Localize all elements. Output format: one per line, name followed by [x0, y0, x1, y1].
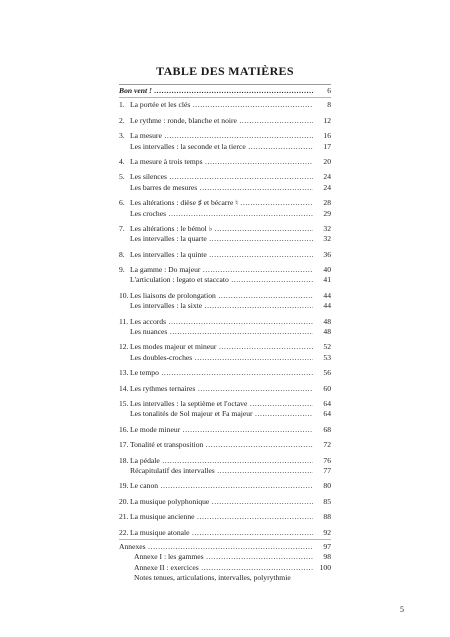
toc-entry-row[interactable] [119, 342, 331, 352]
toc-label: Les intervalles : la quarte ..... [130, 234, 313, 244]
toc-page: 28 [323, 198, 331, 208]
toc-entry-row[interactable] [119, 399, 331, 409]
toc-page: 53 [323, 352, 331, 362]
toc-entry-row[interactable] [119, 528, 331, 538]
divider [119, 539, 331, 540]
toc-entry-row[interactable] [119, 440, 331, 450]
toc-entry-row[interactable] [119, 542, 331, 552]
toc-page: 32 [323, 223, 331, 233]
toc-number: 5. [119, 172, 125, 182]
toc-number: 16. [119, 424, 129, 434]
toc-page: 72 [323, 440, 331, 450]
toc-number: 18. [119, 455, 129, 465]
toc-entry-row[interactable] [119, 183, 331, 193]
page-number: 5 [400, 605, 404, 614]
toc-entry-row[interactable] [119, 142, 331, 152]
toc-page: 60 [323, 383, 331, 393]
toc-entry-row[interactable] [119, 116, 331, 126]
toc-label: Les tonalités de Sol majeur et Fa majeur ..... [130, 409, 313, 419]
toc-page: 20 [323, 156, 331, 166]
toc-entry-row[interactable] [119, 425, 331, 435]
toc-label: Le tempo ..... [130, 368, 313, 378]
toc-label: Annexe I : les gammes ..... [134, 552, 313, 562]
toc-label: La portée et les clés ..... [130, 100, 313, 110]
toc-entry-row[interactable] [119, 131, 331, 141]
toc-number: 19. [119, 481, 129, 491]
toc-entry-row[interactable] [119, 384, 331, 394]
toc-page: 32 [323, 234, 331, 244]
toc-label: Les intervalles : la seconde et la tierce ..... [130, 142, 313, 152]
toc-label: Le canon ..... [130, 481, 313, 491]
toc-page: 40 [323, 265, 331, 275]
toc-number: 7. [119, 223, 125, 233]
toc-page: 80 [323, 481, 331, 491]
toc-label: Le rythme : ronde, blanche et noire ..... [130, 116, 313, 126]
toc-label: Les accords ..... [130, 317, 313, 327]
toc-label: Les intervalles : la septième et l'octave ..... [130, 399, 313, 409]
toc-entry-row[interactable] [119, 466, 331, 476]
toc-page: 97 [323, 541, 331, 551]
toc-entry-row[interactable] [119, 552, 331, 562]
toc-entry-row[interactable] [119, 234, 331, 244]
toc-number: 8. [119, 249, 125, 259]
toc-page: 44 [323, 290, 331, 300]
toc-page: 29 [323, 208, 331, 218]
toc-entry-row[interactable] [119, 198, 331, 208]
toc-label: La mesure ..... [130, 131, 313, 141]
toc-entry-row[interactable] [119, 327, 331, 337]
toc-number: 14. [119, 383, 129, 393]
toc-page: 41 [323, 275, 331, 285]
divider [119, 97, 331, 98]
toc-entry-row[interactable] [119, 368, 331, 378]
toc-number: 22. [119, 527, 129, 537]
toc-label: Les intervalles : la sixte ..... [130, 301, 313, 311]
toc-number: 4. [119, 156, 125, 166]
toc-entry-row[interactable] [119, 157, 331, 167]
toc-page: 36 [323, 249, 331, 259]
toc-entry-row[interactable] [119, 353, 331, 363]
toc-label: La musique ancienne ..... [130, 512, 313, 522]
toc-number: 1. [119, 100, 125, 110]
toc-page: 6 [327, 86, 331, 95]
toc-entry-row[interactable] [119, 265, 331, 275]
toc-entry-row[interactable] [119, 250, 331, 260]
toc-number: 21. [119, 512, 129, 522]
toc-page: 8 [327, 100, 331, 110]
toc-entry-row[interactable] [119, 409, 331, 419]
toc-entry-row[interactable] [119, 456, 331, 466]
toc-label: L'articulation : legato et staccato ..... [130, 275, 313, 285]
toc-label: Les altérations : le bémol ♭ ..... [130, 224, 313, 234]
toc-label: Les silences ..... [130, 172, 313, 182]
toc-entry-row[interactable] [119, 100, 331, 110]
toc-label: Tonalité et transposition ..... [130, 440, 313, 450]
toc-label: Annexes ..... [119, 542, 313, 552]
toc-number: 13. [119, 368, 129, 378]
toc-label: La mesure à trois temps ..... [130, 157, 313, 167]
toc-page: 100 [319, 562, 331, 572]
toc-label: La musique atonale ..... [130, 528, 313, 538]
table-of-contents [119, 86, 331, 583]
toc-page: 16 [323, 131, 331, 141]
toc-page: 48 [323, 327, 331, 337]
toc-entry-row[interactable] [119, 209, 331, 219]
toc-page: 24 [323, 182, 331, 192]
toc-number: 20. [119, 496, 129, 506]
toc-label: Les intervalles : la quinte ..... [130, 250, 313, 260]
toc-label: Le mode mineur ..... [130, 425, 313, 435]
toc-number: 6. [119, 198, 125, 208]
toc-page: 56 [323, 368, 331, 378]
toc-entry-row[interactable] [119, 275, 331, 285]
toc-page: 24 [323, 172, 331, 182]
toc-page: 44 [323, 301, 331, 311]
toc-page: 12 [323, 115, 331, 125]
toc-label: Les doubles-croches ..... [130, 353, 313, 363]
toc-label: La gamme : Do majeur ..... [130, 265, 313, 275]
toc-label: Les nuances ..... [130, 327, 313, 337]
toc-page: 85 [323, 496, 331, 506]
toc-entry-row[interactable] [119, 481, 331, 491]
toc-page: 64 [323, 398, 331, 408]
toc-label: Les liaisons de prolongation ..... [130, 291, 313, 301]
toc-page: 77 [323, 465, 331, 475]
toc-entry-row[interactable] [119, 172, 331, 182]
toc-page: 88 [323, 512, 331, 522]
toc-entry-row[interactable] [119, 301, 331, 311]
toc-number: 2. [119, 115, 125, 125]
toc-page: 48 [323, 316, 331, 326]
toc-number: 15. [119, 398, 129, 408]
toc-label: La musique polyphonique ..... [130, 497, 313, 507]
toc-entry-row[interactable] [119, 563, 331, 573]
toc-entry-row[interactable] [119, 291, 331, 301]
toc-entry-row[interactable] [119, 224, 331, 234]
toc-page: 76 [323, 455, 331, 465]
toc-label: Les croches ..... [130, 209, 313, 219]
toc-number: 11. [119, 316, 129, 326]
toc-label: La pédale ..... [130, 456, 313, 466]
toc-entry-row[interactable] [119, 317, 331, 327]
toc-page: 64 [323, 409, 331, 419]
toc-page: 98 [323, 552, 331, 562]
toc-page: 52 [323, 342, 331, 352]
toc-entry-row[interactable] [119, 512, 331, 522]
page-title: TABLE DES MATIÈRES [156, 64, 294, 78]
toc-number: 3. [119, 131, 125, 141]
toc-label: Les barres de mesures ..... [130, 183, 313, 193]
toc-label: Les rythmes ternaires ..... [130, 384, 313, 394]
toc-label: Les modes majeur et mineur ..... [130, 342, 313, 352]
toc-label: Les altérations : dièse ♯ et bécarre ♮ ..... [130, 198, 313, 208]
toc-entry-row[interactable] [119, 497, 331, 507]
toc-label: Annexe II : exercices ..... [134, 563, 313, 573]
toc-page: 92 [323, 527, 331, 537]
divider [119, 84, 331, 85]
toc-intro-row[interactable] [119, 86, 331, 96]
toc-number: 9. [119, 265, 125, 275]
toc-label: Bon vent ! ..... [119, 86, 313, 96]
toc-label: Notes tenues, articulations, intervalles, polyrythmie [134, 573, 291, 583]
toc-label: Récapitulatif des intervalles ..... [130, 466, 313, 476]
toc-page: 17 [323, 141, 331, 151]
toc-number: 12. [119, 342, 129, 352]
toc-entry-row[interactable] [119, 573, 331, 583]
toc-number: 10. [119, 290, 129, 300]
toc-number: 17. [119, 440, 129, 450]
toc-page: 68 [323, 424, 331, 434]
